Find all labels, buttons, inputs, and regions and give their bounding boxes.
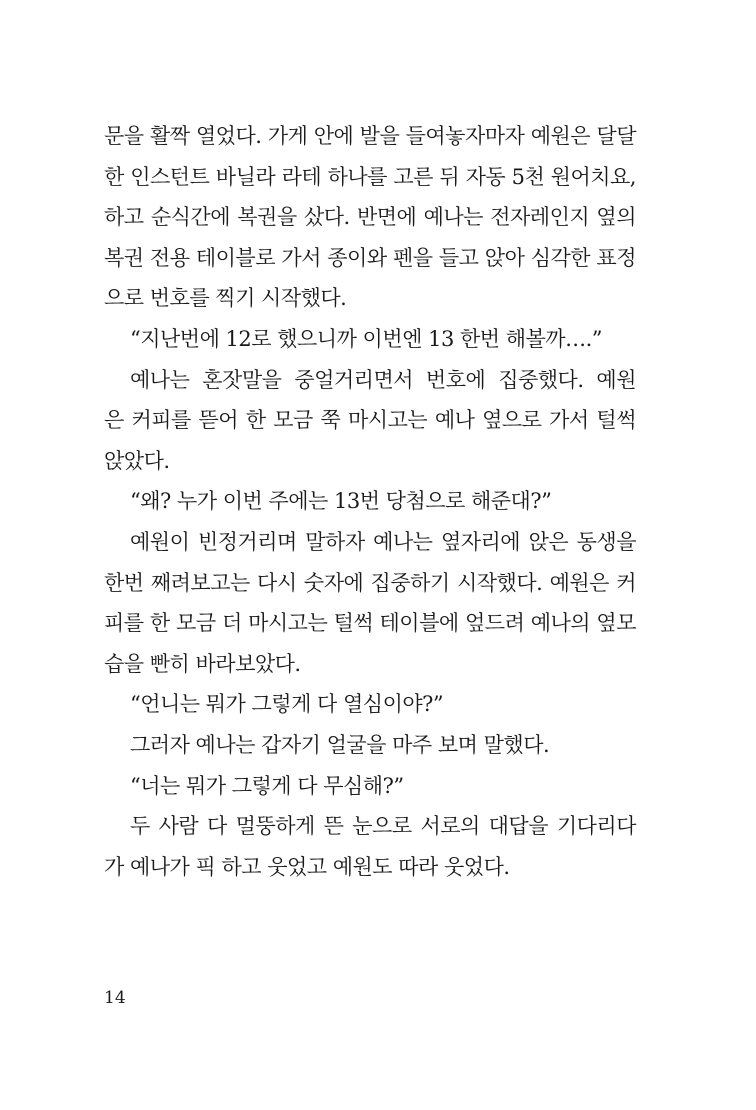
text-line-1: 문을 활짝 열었다. 가게 안에 발을 들여놓자마자 예원은 달달 <box>104 124 636 148</box>
text-line-17: “너는 뭐가 그렇게 다 무심해?” <box>130 773 404 798</box>
text-line-13: 피를 한 모금 더 마시고는 털썩 테이블에 엎드려 예나의 옆모 <box>104 611 636 636</box>
text-line-12: 한번 째려보고는 다시 숫자에 집중하기 시작했다. 예원은 커 <box>104 570 636 595</box>
text-line-9: 앉았다. <box>104 448 170 473</box>
text-line-15: “언니는 뭐가 그렇게 다 열심이야?” <box>130 692 444 717</box>
text-line-10: “왜? 누가 이번 주에는 13번 당첨으로 해준대?” <box>130 489 552 514</box>
text-line-14: 습을 빤히 바라보았다. <box>104 651 301 676</box>
text-line-2: 한 인스턴트 바닐라 라테 하나를 고른 뒤 자동 5천 원어치요, <box>104 164 636 189</box>
text-line-19: 가 예나가 픽 하고 웃었고 예원도 따라 웃었다. <box>104 854 510 879</box>
text-line-18: 두 사람 다 멀뚱하게 뜬 눈으로 서로의 대답을 기다리다 <box>130 814 636 839</box>
page-number: 14 <box>104 988 126 1008</box>
text-line-4: 복권 전용 테이블로 가서 종이와 펜을 들고 앉아 심각한 표정 <box>104 245 636 270</box>
text-line-3: 하고 순식간에 복권을 샀다. 반면에 예나는 전자레인지 옆의 <box>104 205 636 230</box>
text-line-11: 예원이 빈정거리며 말하자 예나는 옆자리에 앉은 동생을 <box>130 529 636 554</box>
text-line-16: 그러자 예나는 갑자기 얼굴을 마주 보며 말했다. <box>130 732 550 757</box>
body-text <box>104 116 636 887</box>
text-line-5: 으로 번호를 찍기 시작했다. <box>104 286 347 311</box>
text-line-8: 은 커피를 뜯어 한 모금 쭉 마시고는 예나 옆으로 가서 털썩 <box>104 408 636 433</box>
text-line-7: 예나는 혼잣말을 중얼거리면서 번호에 집중했다. 예원 <box>130 367 636 392</box>
text-line-6: “지난번에 12로 했으니까 이번엔 13 한번 해볼까….” <box>130 326 603 351</box>
